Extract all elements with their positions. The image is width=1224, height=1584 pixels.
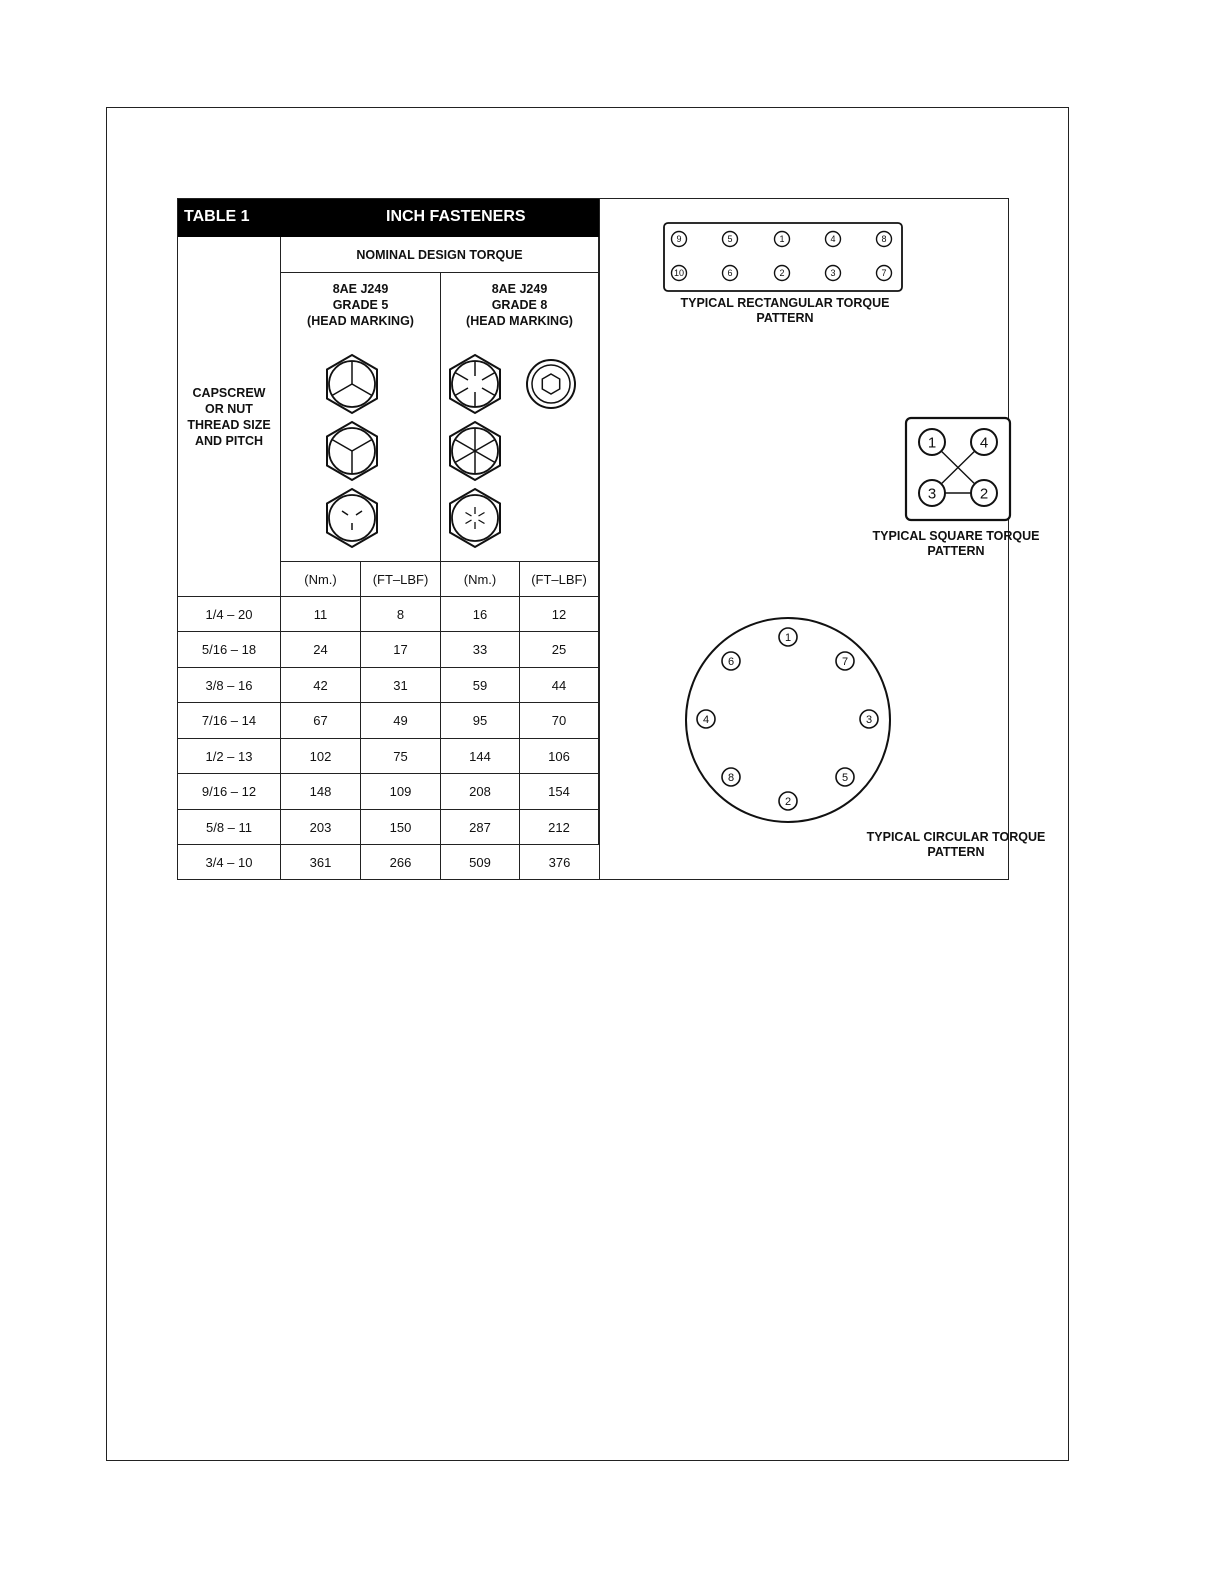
bolt-number: 1 [779,234,785,245]
unit-header-g5-ftlbf: (FT–LBF) [361,562,441,597]
value-cell: 150 [361,810,441,845]
rectangular-pattern-caption [635,296,935,326]
bolt-marker [919,429,945,455]
bolt-marker [877,266,892,281]
square-torque-pattern [904,416,1014,522]
bolt-marker [836,652,854,670]
table-title: INCH FASTENERS [386,208,526,225]
bolt-number: 3 [865,713,873,726]
grade5-header-line: 8AE J249 [332,282,389,296]
size-header-line: THREAD SIZE [187,417,271,432]
size-cell: 5/8 – 11 [178,810,281,845]
size-cell: 5/16 – 18 [178,632,281,668]
hex-3-lines-icon [327,355,377,413]
bolt-number: 6 [727,268,733,279]
value-cell: 75 [361,739,441,774]
value-cell: 11 [281,597,361,632]
bolt-number: 6 [727,655,735,668]
hex-3-dashes-icon [327,489,377,547]
bolt-number: 5 [841,771,849,784]
size-cell: 9/16 – 12 [178,774,281,810]
grade5-header-line: GRADE 5 [332,298,389,312]
value-cell: 17 [361,632,441,668]
bolt-number: 9 [676,234,682,245]
hex-6-dashes-icon [450,489,500,547]
size-header [178,237,281,597]
bolt-marker [826,266,841,281]
bolt-marker [722,652,740,670]
hex-3-lines-icon [327,422,377,480]
bolt-number: 1 [784,631,792,644]
table-label: TABLE 1 [184,208,250,225]
bolt-number: 4 [979,434,989,452]
value-cell: 49 [361,703,441,739]
value-cell: 44 [520,668,599,703]
bolt-marker [722,768,740,786]
size-cell: 3/8 – 16 [178,668,281,703]
unit-header-g5-nm: (Nm.) [281,562,361,597]
bolt-marker [971,429,997,455]
size-cell: 7/16 – 14 [178,703,281,739]
value-cell: 287 [441,810,520,845]
bolt-number: 4 [702,713,710,726]
grade8-header-line: GRADE 8 [491,298,548,312]
size-cell: 3/4 – 10 [178,845,281,879]
bolt-marker [672,232,687,247]
grade5-header-line: (HEAD MARKING) [307,314,414,328]
value-cell: 16 [441,597,520,632]
value-cell: 8 [361,597,441,632]
bolt-marker [919,480,945,506]
value-cell: 212 [520,810,599,845]
grade8-header-line: (HEAD MARKING) [466,314,573,328]
bolt-marker [836,768,854,786]
value-cell: 148 [281,774,361,810]
value-cell: 208 [441,774,520,810]
value-cell: 203 [281,810,361,845]
bolt-number: 4 [830,234,836,245]
bolt-number: 2 [784,795,792,808]
value-cell: 67 [281,703,361,739]
value-cell: 59 [441,668,520,703]
value-cell: 31 [361,668,441,703]
value-cell: 376 [548,854,571,870]
caption-line: TYPICAL SQUARE TORQUE [872,529,1040,543]
socket-head-icon [527,360,575,408]
bolt-number: 2 [979,485,989,503]
value-cell: 109 [361,774,441,810]
inch-fasteners-table [178,199,600,879]
size-cell: 1/2 – 13 [178,739,281,774]
value-cell: 102 [281,739,361,774]
circular-torque-pattern [680,614,896,826]
hex-6-lines-icon [450,355,500,413]
bolt-marker [697,710,715,728]
rectangular-torque-pattern [662,221,906,293]
hex-6-lines-icon [450,422,500,480]
grade8-header-line: 8AE J249 [491,282,548,296]
head-marking-icons [281,339,599,559]
nominal-torque-header: NOMINAL DESIGN TORQUE [281,237,599,273]
bolt-number: 1 [927,434,937,452]
bolt-marker [723,266,738,281]
bolt-marker [860,710,878,728]
size-cell: 1/4 – 20 [178,597,281,632]
size-header-line: CAPSCREW [192,385,266,400]
value-cell: 24 [281,632,361,668]
bolt-number: 2 [779,268,785,279]
bolt-number: 5 [727,234,733,245]
bolt-number: 8 [727,771,735,784]
value-cell: 106 [520,739,599,774]
value-cell: 25 [520,632,599,668]
caption-line: PATTERN [927,544,985,558]
value-cell: 12 [520,597,599,632]
value-cell: 266 [361,845,441,879]
bolt-marker [826,232,841,247]
table-title-bar [178,199,599,237]
size-header-line: OR NUT [205,401,253,416]
caption-line: PATTERN [756,311,814,325]
value-cell: 154 [520,774,599,810]
bolt-number: 3 [830,268,836,279]
bolt-marker [775,266,790,281]
torque-figure [177,198,1046,880]
bolt-marker [971,480,997,506]
square-pattern-caption [806,529,1106,559]
bolt-marker [779,792,797,810]
circular-pattern-caption [806,830,1106,860]
bolt-marker [723,232,738,247]
bolt-marker [877,232,892,247]
torque-pattern-diagrams [600,199,1046,879]
bolt-number: 10 [673,268,685,279]
size-header-line: AND PITCH [194,433,264,448]
unit-header-g8-ftlbf: (FT–LBF) [520,562,599,597]
bolt-marker [775,232,790,247]
unit-header-g8-nm: (Nm.) [441,562,520,597]
value-cell: 42 [281,668,361,703]
bolt-marker [779,628,797,646]
bolt-number: 8 [881,234,887,245]
bolt-number: 7 [841,655,849,668]
bolt-marker [672,266,687,281]
value-cell: 70 [520,703,599,739]
bolt-number: 3 [927,485,937,503]
caption-line: PATTERN [927,845,985,859]
value-cell: 361 [281,845,361,879]
value-cell: 144 [441,739,520,774]
bolt-number: 7 [881,268,887,279]
value-cell: 33 [441,632,520,668]
caption-line: TYPICAL CIRCULAR TORQUE [866,830,1046,844]
caption-line: TYPICAL RECTANGULAR TORQUE [680,296,890,310]
value-cell: 95 [441,703,520,739]
value-cell: 509 [441,845,520,879]
